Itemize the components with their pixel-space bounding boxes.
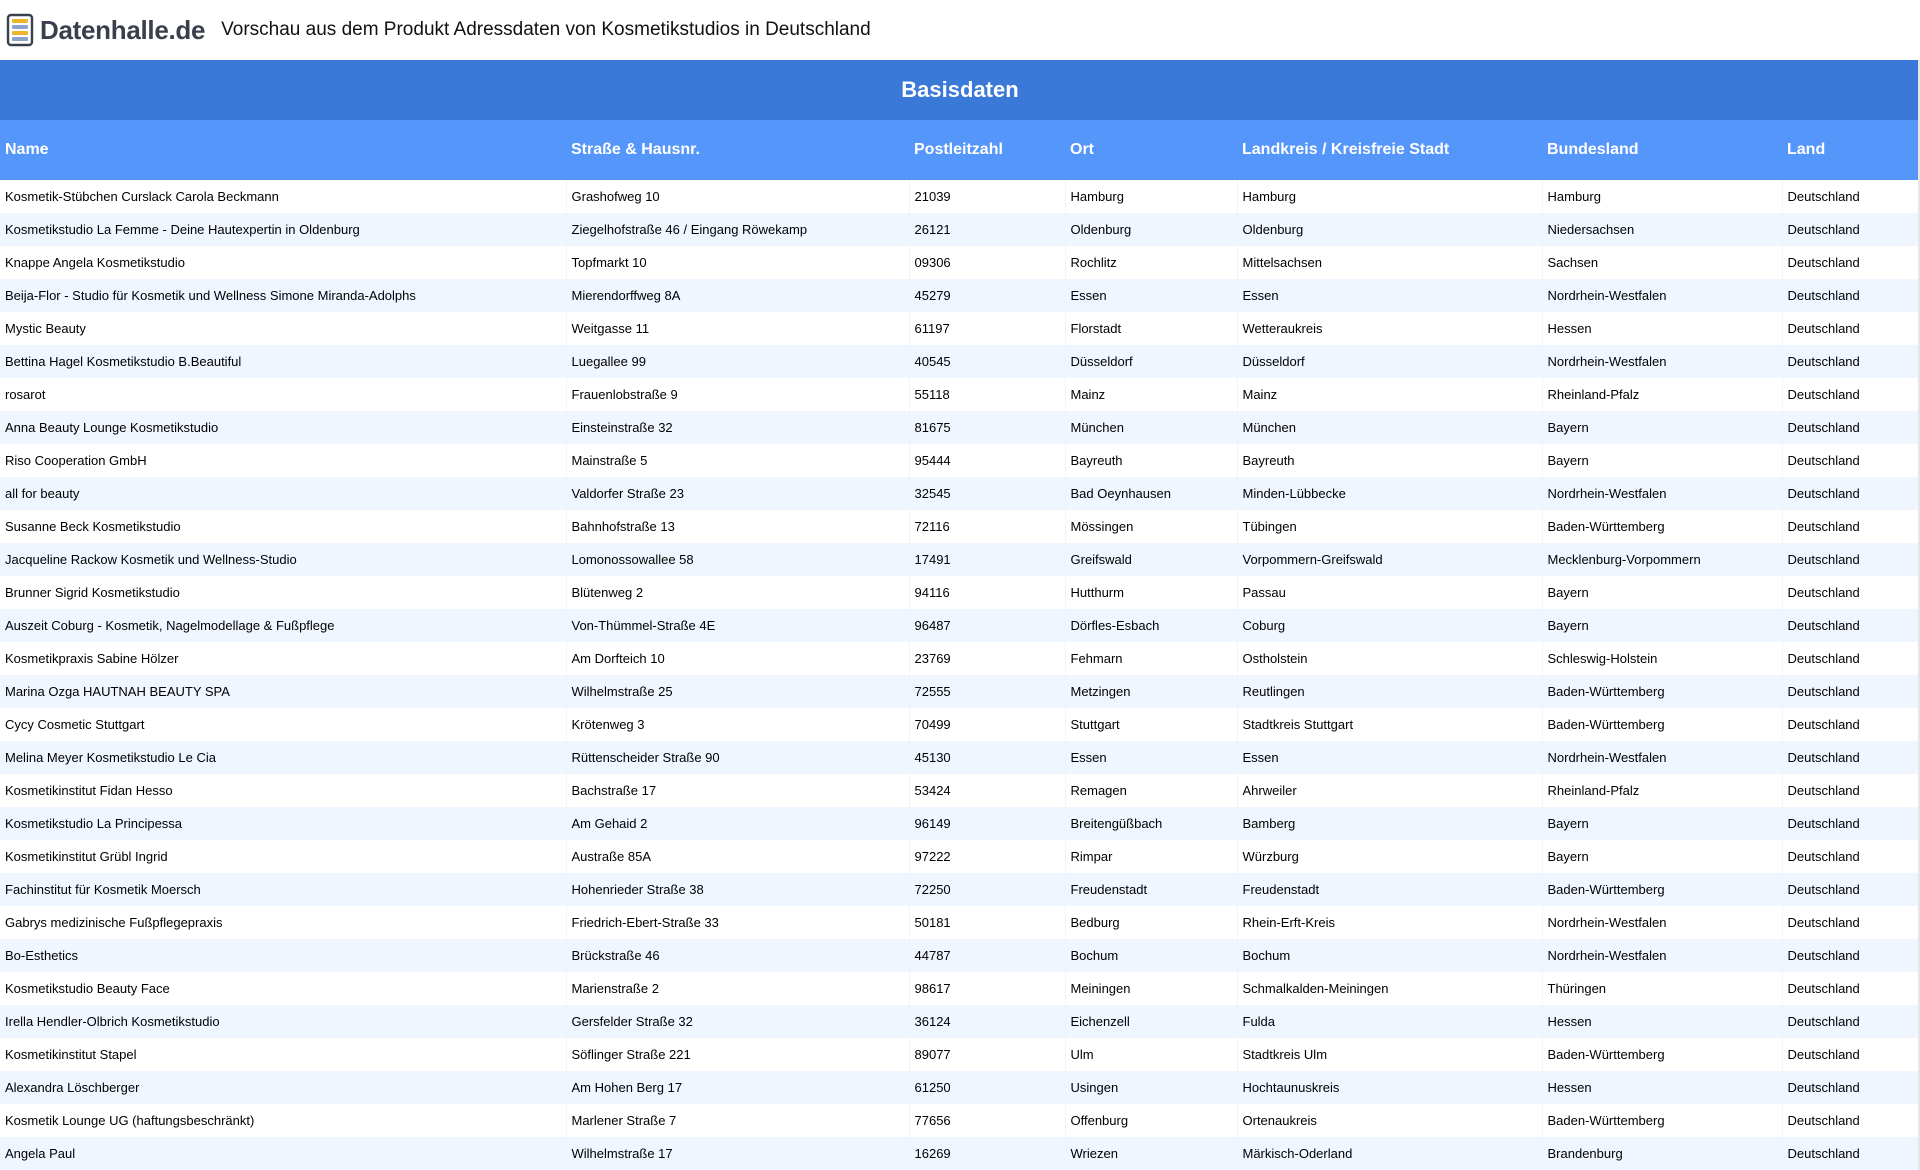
cell-city: Metzingen xyxy=(1065,675,1237,708)
cell-country: Deutschland xyxy=(1782,378,1918,411)
cell-country: Deutschland xyxy=(1782,213,1918,246)
cell-street: Lomonossowallee 58 xyxy=(566,543,909,576)
table-row xyxy=(0,543,1918,576)
cell-district: Bayreuth xyxy=(1237,444,1542,477)
cell-state: Mecklenburg-Vorpommern xyxy=(1542,543,1782,576)
cell-district: Hamburg xyxy=(1237,180,1542,213)
cell-name: Kosmetikinstitut Fidan Hesso xyxy=(0,774,566,807)
table-row xyxy=(0,180,1918,213)
cell-city: Bochum xyxy=(1065,939,1237,972)
cell-city: Breitengüßbach xyxy=(1065,807,1237,840)
cell-district: Reutlingen xyxy=(1237,675,1542,708)
cell-country: Deutschland xyxy=(1782,939,1918,972)
cell-district: Ostholstein xyxy=(1237,642,1542,675)
cell-country: Deutschland xyxy=(1782,312,1918,345)
database-icon xyxy=(6,13,36,47)
cell-state: Bayern xyxy=(1542,576,1782,609)
cell-zip: 96487 xyxy=(909,609,1065,642)
cell-state: Sachsen xyxy=(1542,246,1782,279)
cell-street: Brückstraße 46 xyxy=(566,939,909,972)
cell-state: Nordrhein-Westfalen xyxy=(1542,477,1782,510)
cell-district: Wetteraukreis xyxy=(1237,312,1542,345)
cell-district: Bochum xyxy=(1237,939,1542,972)
cell-zip: 16269 xyxy=(909,1137,1065,1170)
cell-country: Deutschland xyxy=(1782,543,1918,576)
cell-city: Essen xyxy=(1065,279,1237,312)
cell-street: Gersfelder Straße 32 xyxy=(566,1005,909,1038)
cell-city: Eichenzell xyxy=(1065,1005,1237,1038)
cell-state: Baden-Württemberg xyxy=(1542,510,1782,543)
cell-country: Deutschland xyxy=(1782,1104,1918,1137)
cell-zip: 45130 xyxy=(909,741,1065,774)
cell-zip: 36124 xyxy=(909,1005,1065,1038)
column-header-state[interactable]: Bundesland xyxy=(1542,120,1782,180)
cell-street: Wilhelmstraße 25 xyxy=(566,675,909,708)
table-row xyxy=(0,1137,1918,1170)
table-row xyxy=(0,378,1918,411)
cell-district: Ortenaukreis xyxy=(1237,1104,1542,1137)
cell-name: Kosmetikinstitut Grübl Ingrid xyxy=(0,840,566,873)
cell-country: Deutschland xyxy=(1782,972,1918,1005)
cell-state: Baden-Württemberg xyxy=(1542,675,1782,708)
cell-district: Passau xyxy=(1237,576,1542,609)
cell-street: Bahnhofstraße 13 xyxy=(566,510,909,543)
cell-district: Würzburg xyxy=(1237,840,1542,873)
cell-country: Deutschland xyxy=(1782,411,1918,444)
cell-district: Mainz xyxy=(1237,378,1542,411)
cell-name: Beija-Flor - Studio für Kosmetik und Wellness Simone Miranda-Adolphs xyxy=(0,279,566,312)
cell-name: Kosmetik-Stübchen Curslack Carola Beckmann xyxy=(0,180,566,213)
cell-state: Rheinland-Pfalz xyxy=(1542,378,1782,411)
cell-district: Schmalkalden-Meiningen xyxy=(1237,972,1542,1005)
cell-street: Rüttenscheider Straße 90 xyxy=(566,741,909,774)
cell-state: Baden-Württemberg xyxy=(1542,873,1782,906)
cell-district: Düsseldorf xyxy=(1237,345,1542,378)
cell-street: Wilhelmstraße 17 xyxy=(566,1137,909,1170)
cell-city: Bedburg xyxy=(1065,906,1237,939)
cell-city: Offenburg xyxy=(1065,1104,1237,1137)
cell-state: Thüringen xyxy=(1542,972,1782,1005)
cell-country: Deutschland xyxy=(1782,444,1918,477)
cell-name: Brunner Sigrid Kosmetikstudio xyxy=(0,576,566,609)
cell-district: Essen xyxy=(1237,279,1542,312)
cell-city: Oldenburg xyxy=(1065,213,1237,246)
cell-name: Melina Meyer Kosmetikstudio Le Cia xyxy=(0,741,566,774)
cell-name: Kosmetikstudio Beauty Face xyxy=(0,972,566,1005)
cell-street: Mainstraße 5 xyxy=(566,444,909,477)
cell-country: Deutschland xyxy=(1782,741,1918,774)
cell-district: Stadtkreis Ulm xyxy=(1237,1038,1542,1071)
table-row xyxy=(0,1038,1918,1071)
table-row xyxy=(0,1104,1918,1137)
cell-city: Stuttgart xyxy=(1065,708,1237,741)
cell-city: Düsseldorf xyxy=(1065,345,1237,378)
cell-state: Schleswig-Holstein xyxy=(1542,642,1782,675)
table-row xyxy=(0,444,1918,477)
cell-street: Luegallee 99 xyxy=(566,345,909,378)
cell-street: Valdorfer Straße 23 xyxy=(566,477,909,510)
table-row xyxy=(0,1005,1918,1038)
column-header-name[interactable]: Name xyxy=(0,120,566,180)
cell-name: Fachinstitut für Kosmetik Moersch xyxy=(0,873,566,906)
cell-district: Märkisch-Oderland xyxy=(1237,1137,1542,1170)
cell-street: Hohenrieder Straße 38 xyxy=(566,873,909,906)
cell-street: Am Gehaid 2 xyxy=(566,807,909,840)
cell-zip: 55118 xyxy=(909,378,1065,411)
cell-country: Deutschland xyxy=(1782,642,1918,675)
cell-name: Anna Beauty Lounge Kosmetikstudio xyxy=(0,411,566,444)
table-row xyxy=(0,708,1918,741)
column-header-district[interactable]: Landkreis / Kreisfreie Stadt xyxy=(1237,120,1542,180)
cell-street: Grashofweg 10 xyxy=(566,180,909,213)
table-body xyxy=(0,180,1918,1170)
cell-zip: 44787 xyxy=(909,939,1065,972)
cell-district: Vorpommern-Greifswald xyxy=(1237,543,1542,576)
cell-street: Friedrich-Ebert-Straße 33 xyxy=(566,906,909,939)
table-row xyxy=(0,972,1918,1005)
cell-country: Deutschland xyxy=(1782,906,1918,939)
cell-street: Weitgasse 11 xyxy=(566,312,909,345)
cell-zip: 45279 xyxy=(909,279,1065,312)
cell-district: Freudenstadt xyxy=(1237,873,1542,906)
cell-country: Deutschland xyxy=(1782,510,1918,543)
site-logo[interactable] xyxy=(6,10,205,50)
cell-name: Kosmetikstudio La Principessa xyxy=(0,807,566,840)
cell-street: Von-Thümmel-Straße 4E xyxy=(566,609,909,642)
address-table xyxy=(0,120,1919,1170)
table-row xyxy=(0,609,1918,642)
cell-name: Gabrys medizinische Fußpflegepraxis xyxy=(0,906,566,939)
cell-city: Essen xyxy=(1065,741,1237,774)
cell-name: Kosmetikinstitut Stapel xyxy=(0,1038,566,1071)
cell-state: Nordrhein-Westfalen xyxy=(1542,345,1782,378)
cell-district: Essen xyxy=(1237,741,1542,774)
logo-text: Datenhalle.de xyxy=(40,14,206,45)
cell-district: Oldenburg xyxy=(1237,213,1542,246)
table-row xyxy=(0,642,1918,675)
cell-country: Deutschland xyxy=(1782,180,1918,213)
cell-zip: 72555 xyxy=(909,675,1065,708)
cell-street: Söflinger Straße 221 xyxy=(566,1038,909,1071)
cell-country: Deutschland xyxy=(1782,1005,1918,1038)
cell-zip: 96149 xyxy=(909,807,1065,840)
cell-name: Alexandra Löschberger xyxy=(0,1071,566,1104)
cell-zip: 40545 xyxy=(909,345,1065,378)
table-row xyxy=(0,213,1918,246)
cell-city: Mainz xyxy=(1065,378,1237,411)
cell-street: Marienstraße 2 xyxy=(566,972,909,1005)
cell-zip: 89077 xyxy=(909,1038,1065,1071)
cell-state: Nordrhein-Westfalen xyxy=(1542,279,1782,312)
table-row xyxy=(0,411,1918,444)
table-row xyxy=(0,477,1918,510)
cell-name: Kosmetikpraxis Sabine Hölzer xyxy=(0,642,566,675)
cell-name: all for beauty xyxy=(0,477,566,510)
cell-zip: 70499 xyxy=(909,708,1065,741)
table-row xyxy=(0,840,1918,873)
table-row xyxy=(0,807,1918,840)
cell-street: Ziegelhofstraße 46 / Eingang Röwekamp xyxy=(566,213,909,246)
cell-name: Kosmetikstudio La Femme - Deine Hautexpertin in Oldenburg xyxy=(0,213,566,246)
cell-district: Bamberg xyxy=(1237,807,1542,840)
cell-city: Hutthurm xyxy=(1065,576,1237,609)
cell-country: Deutschland xyxy=(1782,1038,1918,1071)
cell-district: Mittelsachsen xyxy=(1237,246,1542,279)
cell-country: Deutschland xyxy=(1782,873,1918,906)
table-row xyxy=(0,675,1918,708)
cell-country: Deutschland xyxy=(1782,576,1918,609)
cell-city: Mössingen xyxy=(1065,510,1237,543)
cell-country: Deutschland xyxy=(1782,840,1918,873)
cell-country: Deutschland xyxy=(1782,477,1918,510)
table-row xyxy=(0,1071,1918,1104)
table-row xyxy=(0,312,1918,345)
cell-zip: 17491 xyxy=(909,543,1065,576)
cell-name: Cycy Cosmetic Stuttgart xyxy=(0,708,566,741)
table-row xyxy=(0,939,1918,972)
cell-name: Susanne Beck Kosmetikstudio xyxy=(0,510,566,543)
cell-street: Frauenlobstraße 9 xyxy=(566,378,909,411)
cell-state: Bayern xyxy=(1542,609,1782,642)
cell-state: Nordrhein-Westfalen xyxy=(1542,741,1782,774)
cell-zip: 61197 xyxy=(909,312,1065,345)
cell-zip: 94116 xyxy=(909,576,1065,609)
table-row xyxy=(0,906,1918,939)
cell-zip: 97222 xyxy=(909,840,1065,873)
column-header-zip[interactable]: Postleitzahl xyxy=(909,120,1065,180)
cell-city: Dörfles-Esbach xyxy=(1065,609,1237,642)
cell-name: Knappe Angela Kosmetikstudio xyxy=(0,246,566,279)
page-header xyxy=(0,0,1920,60)
cell-city: Remagen xyxy=(1065,774,1237,807)
cell-country: Deutschland xyxy=(1782,246,1918,279)
cell-zip: 77656 xyxy=(909,1104,1065,1137)
cell-street: Austraße 85A xyxy=(566,840,909,873)
cell-name: Auszeit Coburg - Kosmetik, Nagelmodellage & Fußpflege xyxy=(0,609,566,642)
cell-state: Baden-Württemberg xyxy=(1542,1038,1782,1071)
cell-state: Bayern xyxy=(1542,807,1782,840)
cell-state: Baden-Württemberg xyxy=(1542,708,1782,741)
cell-zip: 98617 xyxy=(909,972,1065,1005)
cell-zip: 72116 xyxy=(909,510,1065,543)
cell-district: München xyxy=(1237,411,1542,444)
cell-state: Bayern xyxy=(1542,411,1782,444)
cell-country: Deutschland xyxy=(1782,774,1918,807)
cell-zip: 72250 xyxy=(909,873,1065,906)
cell-district: Stadtkreis Stuttgart xyxy=(1237,708,1542,741)
cell-country: Deutschland xyxy=(1782,279,1918,312)
cell-country: Deutschland xyxy=(1782,609,1918,642)
cell-state: Baden-Württemberg xyxy=(1542,1104,1782,1137)
table-row xyxy=(0,345,1918,378)
cell-country: Deutschland xyxy=(1782,708,1918,741)
cell-street: Am Dorfteich 10 xyxy=(566,642,909,675)
cell-zip: 50181 xyxy=(909,906,1065,939)
cell-state: Brandenburg xyxy=(1542,1137,1782,1170)
table-row xyxy=(0,873,1918,906)
table-row xyxy=(0,246,1918,279)
cell-name: Kosmetik Lounge UG (haftungsbeschränkt) xyxy=(0,1104,566,1137)
cell-country: Deutschland xyxy=(1782,675,1918,708)
table-row xyxy=(0,774,1918,807)
cell-state: Nordrhein-Westfalen xyxy=(1542,906,1782,939)
cell-street: Am Hohen Berg 17 xyxy=(566,1071,909,1104)
table-row xyxy=(0,510,1918,543)
cell-zip: 81675 xyxy=(909,411,1065,444)
cell-city: Hamburg xyxy=(1065,180,1237,213)
column-header-street[interactable]: Straße & Hausnr. xyxy=(566,120,909,180)
cell-country: Deutschland xyxy=(1782,807,1918,840)
cell-name: Bettina Hagel Kosmetikstudio B.Beautiful xyxy=(0,345,566,378)
cell-country: Deutschland xyxy=(1782,345,1918,378)
cell-state: Hessen xyxy=(1542,1071,1782,1104)
cell-city: Bad Oeynhausen xyxy=(1065,477,1237,510)
cell-city: Florstadt xyxy=(1065,312,1237,345)
cell-state: Bayern xyxy=(1542,444,1782,477)
cell-zip: 95444 xyxy=(909,444,1065,477)
column-header-country[interactable]: Land xyxy=(1782,120,1918,180)
cell-state: Hessen xyxy=(1542,312,1782,345)
cell-district: Minden-Lübbecke xyxy=(1237,477,1542,510)
cell-country: Deutschland xyxy=(1782,1071,1918,1104)
cell-street: Einsteinstraße 32 xyxy=(566,411,909,444)
cell-district: Coburg xyxy=(1237,609,1542,642)
cell-name: Mystic Beauty xyxy=(0,312,566,345)
column-header-city[interactable]: Ort xyxy=(1065,120,1237,180)
cell-name: Irella Hendler-Olbrich Kosmetikstudio xyxy=(0,1005,566,1038)
cell-state: Nordrhein-Westfalen xyxy=(1542,939,1782,972)
cell-district: Ahrweiler xyxy=(1237,774,1542,807)
cell-street: Marlener Straße 7 xyxy=(566,1104,909,1137)
cell-city: Wriezen xyxy=(1065,1137,1237,1170)
page-title: Vorschau aus dem Produkt Adressdaten von Kosmetikstudios in Deutschland xyxy=(221,19,871,40)
cell-country: Deutschland xyxy=(1782,1137,1918,1170)
cell-city: Freudenstadt xyxy=(1065,873,1237,906)
cell-street: Topfmarkt 10 xyxy=(566,246,909,279)
cell-city: Greifswald xyxy=(1065,543,1237,576)
cell-state: Bayern xyxy=(1542,840,1782,873)
cell-name: Angela Paul xyxy=(0,1137,566,1170)
cell-street: Mierendorffweg 8A xyxy=(566,279,909,312)
cell-district: Tübingen xyxy=(1237,510,1542,543)
cell-city: München xyxy=(1065,411,1237,444)
cell-zip: 26121 xyxy=(909,213,1065,246)
cell-city: Fehmarn xyxy=(1065,642,1237,675)
cell-street: Blütenweg 2 xyxy=(566,576,909,609)
cell-city: Ulm xyxy=(1065,1038,1237,1071)
cell-zip: 09306 xyxy=(909,246,1065,279)
cell-state: Rheinland-Pfalz xyxy=(1542,774,1782,807)
cell-zip: 23769 xyxy=(909,642,1065,675)
cell-street: Bachstraße 17 xyxy=(566,774,909,807)
cell-district: Rhein-Erft-Kreis xyxy=(1237,906,1542,939)
table-header-row xyxy=(0,120,1918,180)
cell-city: Rochlitz xyxy=(1065,246,1237,279)
section-title: Basisdaten xyxy=(0,60,1920,120)
cell-state: Niedersachsen xyxy=(1542,213,1782,246)
cell-street: Krötenweg 3 xyxy=(566,708,909,741)
table-row xyxy=(0,741,1918,774)
cell-city: Meiningen xyxy=(1065,972,1237,1005)
cell-name: Bo-Esthetics xyxy=(0,939,566,972)
table-row xyxy=(0,279,1918,312)
cell-city: Usingen xyxy=(1065,1071,1237,1104)
cell-city: Bayreuth xyxy=(1065,444,1237,477)
cell-name: Marina Ozga HAUTNAH BEAUTY SPA xyxy=(0,675,566,708)
cell-state: Hamburg xyxy=(1542,180,1782,213)
cell-name: Jacqueline Rackow Kosmetik und Wellness-Studio xyxy=(0,543,566,576)
cell-name: rosarot xyxy=(0,378,566,411)
cell-district: Fulda xyxy=(1237,1005,1542,1038)
table-row xyxy=(0,576,1918,609)
cell-city: Rimpar xyxy=(1065,840,1237,873)
cell-district: Hochtaunuskreis xyxy=(1237,1071,1542,1104)
cell-zip: 32545 xyxy=(909,477,1065,510)
cell-zip: 53424 xyxy=(909,774,1065,807)
cell-zip: 61250 xyxy=(909,1071,1065,1104)
cell-name: Riso Cooperation GmbH xyxy=(0,444,566,477)
cell-state: Hessen xyxy=(1542,1005,1782,1038)
cell-zip: 21039 xyxy=(909,180,1065,213)
